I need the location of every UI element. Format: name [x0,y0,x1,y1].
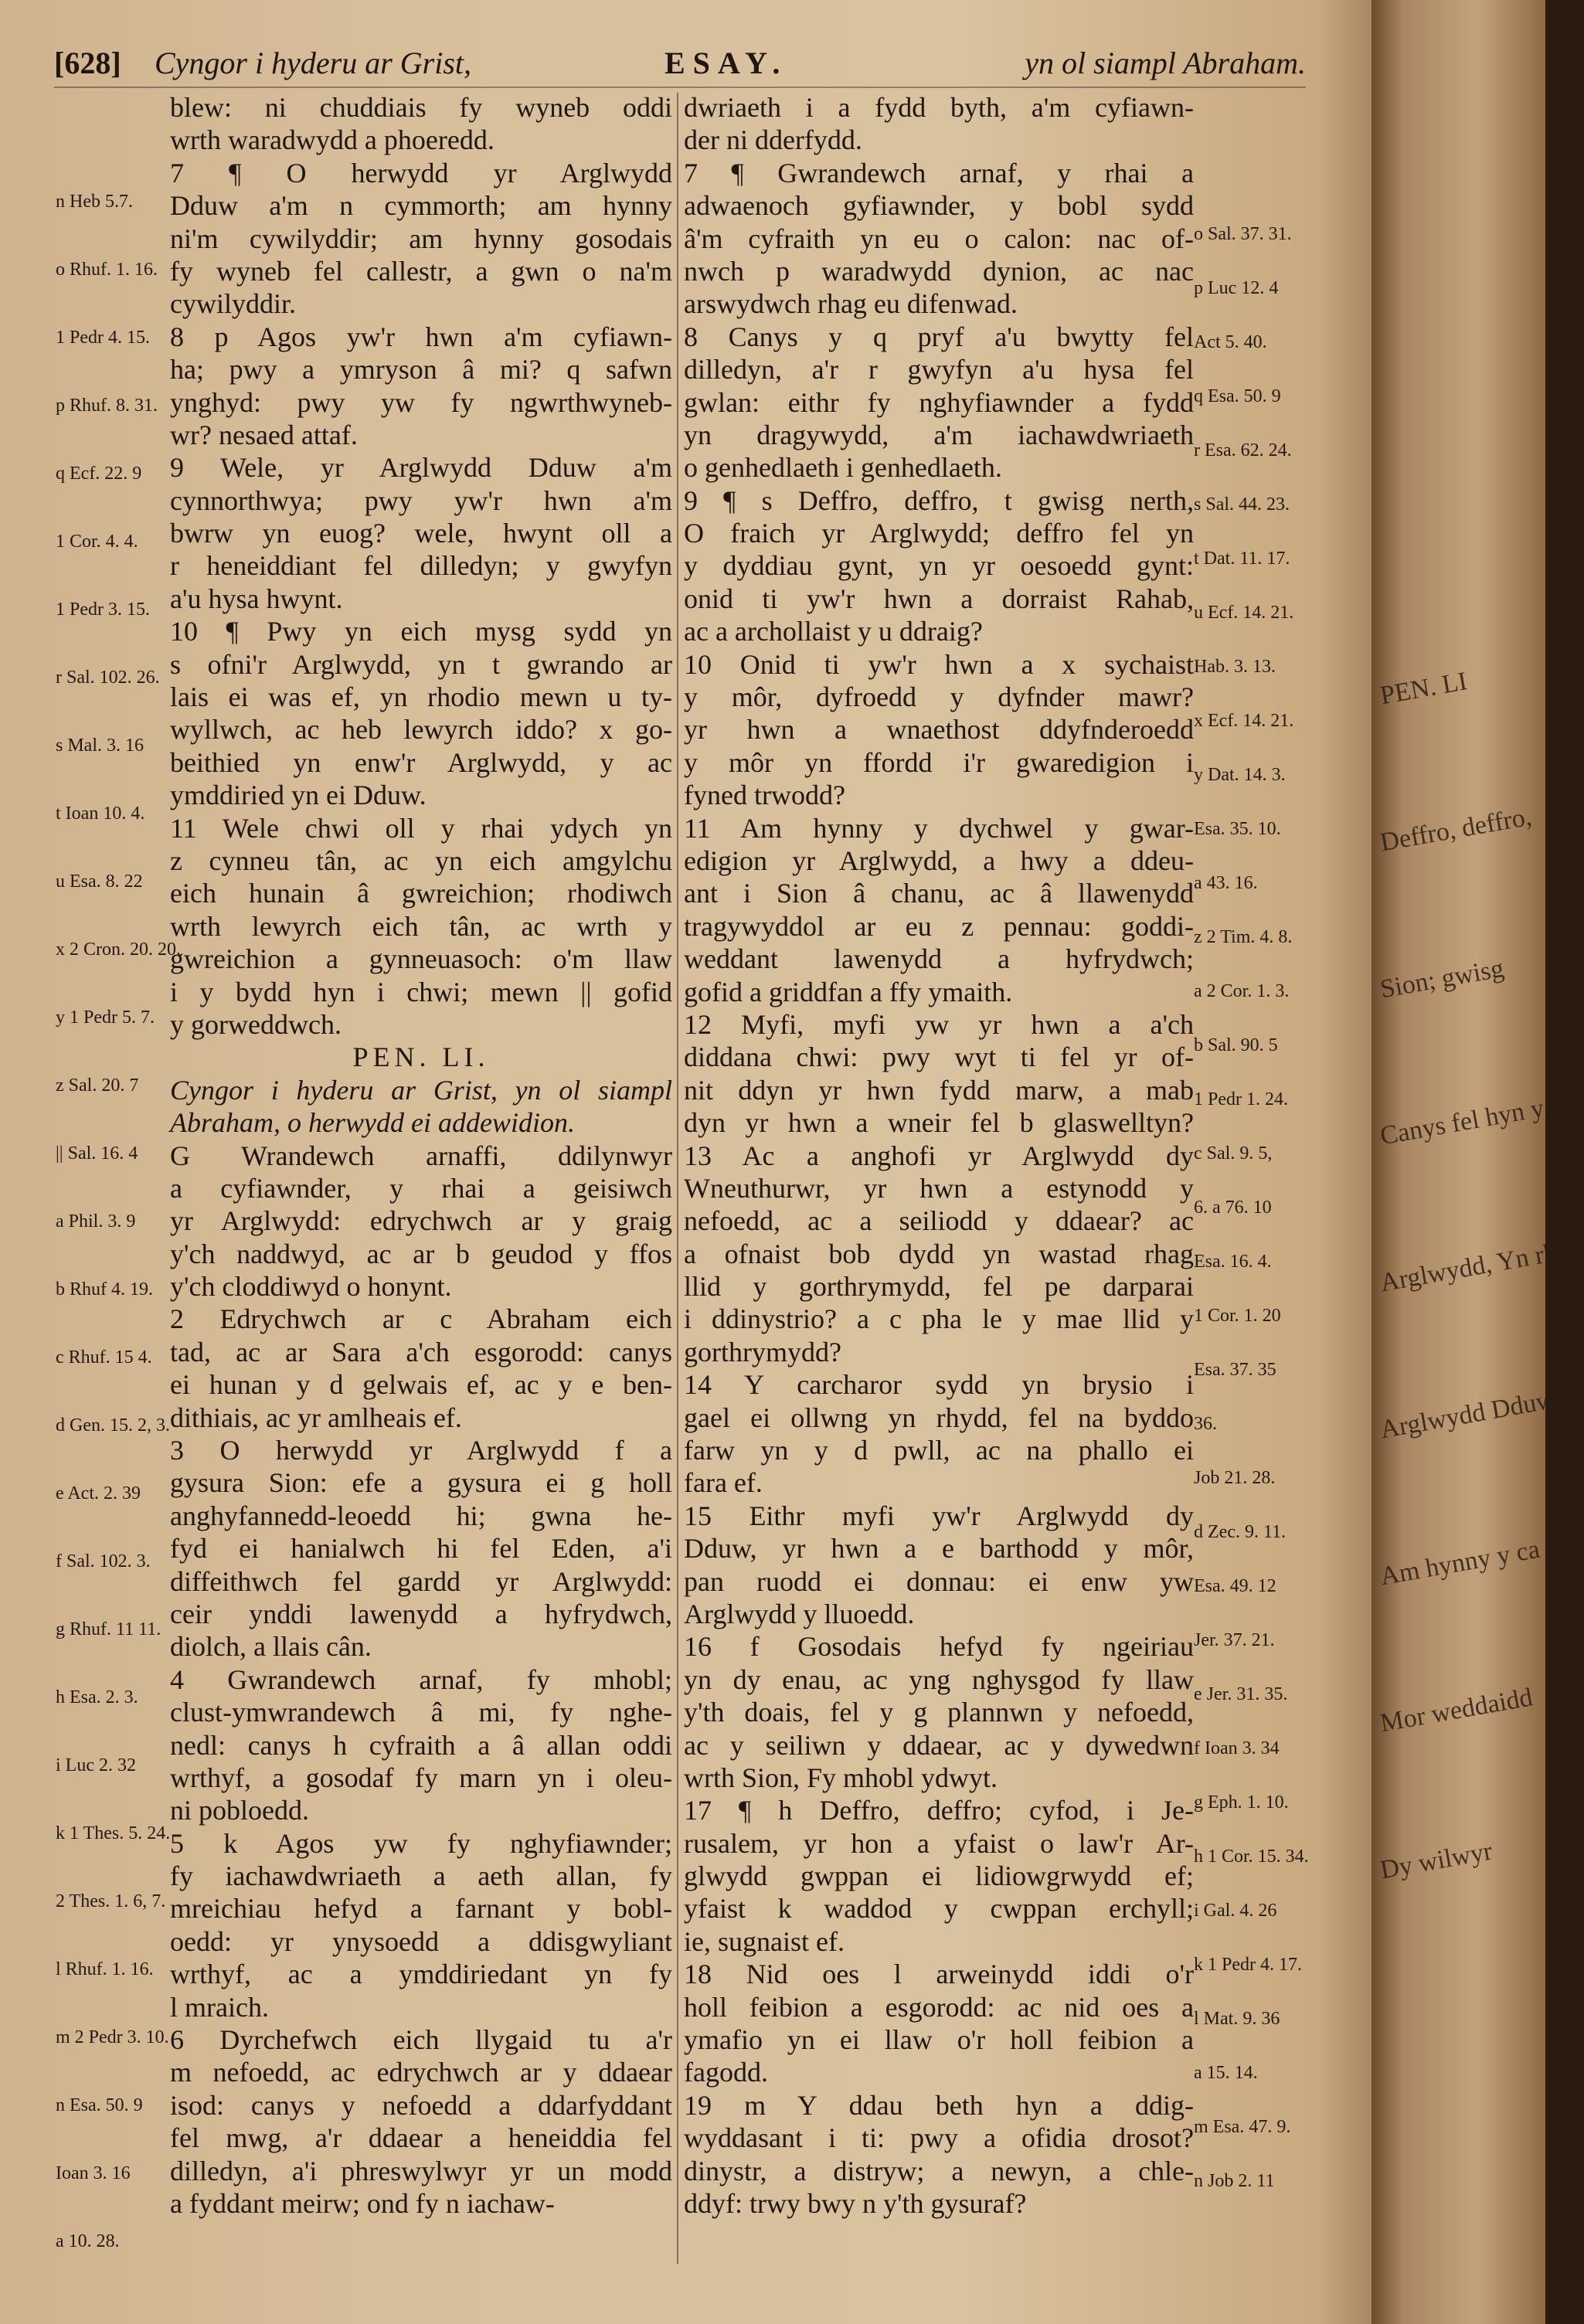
text-line: yr Arglwydd: edrychwch ar y graig [170,1205,672,1237]
text-line: O fraich yr Arglwydd; deffro fel yn [684,518,1194,549]
margin-note: c Sal. 9. 5, [1194,1143,1273,1164]
margin-note: y Dat. 14. 3. [1194,765,1286,785]
margin-note: x Ecf. 14. 21. [1194,711,1294,731]
text-line: ddyf: trwy bwy n y'th gysuraf? [684,2188,1027,2219]
margin-note: l Mat. 9. 36 [1194,2009,1280,2029]
margin-note: z Sal. 20. 7 [56,1075,139,1096]
text-line: ie, sugnaist ef. [684,1925,845,1957]
facing-page-fragment: Dy wilwyr [1378,1836,1495,1885]
text-line: wrth waradwydd a phoeredd. [170,124,495,156]
margin-note: o Rhuf. 1. 16. [56,260,158,280]
text-line: adwaenoch gyfiawnder, y bobl sydd [684,190,1194,222]
text-line: ac y seiliwn y ddaear, ac y dywedwn [684,1729,1194,1761]
text-line: llid y gorthrymydd, fel pe darparai [684,1271,1194,1303]
text-line: fyd ei hanialwch hi fel Eden, a'i [170,1533,672,1565]
text-line: pan ruodd ei donnau: ei enw yw [684,1565,1194,1597]
text-line: r heneiddiant fel dilledyn; y gwyfyn [170,550,672,582]
text-line: fyned trwodd? [684,780,845,811]
text-line: gofid a griddfan a ffy ymaith. [684,976,1013,1007]
text-line: dithiais, ac yr amlheais ef. [170,1402,462,1433]
text-line: ni'm cywilyddir; am hynny gosodais [170,223,672,254]
text-line: fel mwg, a'r ddaear a heneiddia fel [170,2122,672,2154]
column-divider [677,93,678,2264]
text-line: bwrw yn euog? wele, hwynt oll a [170,518,672,549]
margin-note: i Gal. 4. 26 [1194,1901,1277,1921]
text-line: edigion yr Arglwydd, a hwy a ddeu- [684,844,1194,876]
text-line: 7 ¶ O herwydd yr Arglwydd [170,157,672,189]
text-line: lais ei was ef, yn rhodio mewn u ty- [170,681,672,713]
text-line: s ofni'r Arglwydd, yn t gwrando ar [170,648,672,680]
text-line: 8 Canys y q pryf a'u bwytty fel [684,321,1194,352]
text-line: dilledyn, a'i phreswylwyr yr un modd [170,2155,672,2186]
margin-note: z 2 Tim. 4. 8. [1194,927,1293,947]
text-line: PEN. LI. [352,1041,490,1073]
text-line: y môr, dyfroedd y dyfnder mawr? [684,681,1194,713]
margin-note: Ioan 3. 16 [56,2163,131,2183]
text-line: tragywyddol ar eu z pennau: goddi- [684,910,1194,942]
facing-page-fragment: Sion; gwisg [1378,953,1507,1004]
text-line: y'ch cloddiwyd o honynt. [170,1271,452,1303]
text-line: y gorweddwch. [170,1008,342,1040]
text-line: 16 f Gosodais hefyd fy ngeiriau [684,1631,1194,1663]
text-line: anghyfannedd-leoedd hi; gwna he- [170,1500,672,1531]
margin-note: o Sal. 37. 31. [1194,224,1292,244]
text-line: yfaist k waddod y cwppan erchyll; [684,1893,1194,1925]
facing-page-fragment: Canys fel hyn y [1378,1093,1547,1151]
margin-note: p Luc 12. 4 [1194,278,1279,298]
margin-note: g Eph. 1. 10. [1194,1792,1289,1813]
text-line: 9 ¶ s Deffro, deffro, t gwisg nerth, [684,484,1194,516]
text-line: wrth Sion, Fy mhobl ydwyt. [684,1762,998,1793]
text-line: ynghyd: pwy yw fy ngwrthwyneb- [170,386,672,418]
text-line: Abraham, o herwydd ei addewidion. [170,1107,575,1139]
text-line: arswydwch rhag eu difenwad. [684,288,1018,320]
margin-note: d Zec. 9. 11. [1194,1522,1287,1542]
margin-note: 2 Thes. 1. 6, 7. [56,1891,166,1911]
text-line: clust-ymwrandewch â mi, fy nghe- [170,1697,672,1728]
margin-note: Hab. 3. 13. [1194,657,1276,677]
margin-note: d Gen. 15. 2, 3. [56,1415,170,1436]
text-line: mreichiau hefyd a farnant y bobl- [170,1893,672,1925]
text-line: ant i Sion â chanu, ac â llawenydd [684,878,1194,909]
running-head-right: yn ol siampl Abraham. [1025,46,1306,80]
text-line: Wneuthurwr, yr hwn a estynodd y [684,1172,1194,1204]
text-line: Dduw, yr hwn a e barthodd y môr, [684,1533,1194,1565]
margin-note: Act 5. 40. [1194,332,1267,352]
margin-note: h Esa. 2. 3. [56,1687,138,1707]
margin-note: m Esa. 47. 9. [1194,2117,1291,2137]
text-line: gwreichion a gynneuasoch: o'm llaw [170,943,672,975]
text-line: holl feibion a esgorodd: ac nid oes a [684,1991,1194,2023]
text-line: i y bydd hyn i chwi; mewn || gofid [170,976,672,1007]
margin-note: s Mal. 3. 16 [56,736,144,756]
text-line: y môr yn ffordd i'r gwaredigion i [684,746,1194,778]
margin-note: Job 21. 28. [1194,1468,1276,1488]
running-head [54,45,1306,83]
margin-note: i Luc 2. 32 [56,1755,136,1775]
margin-note: k 1 Thes. 5. 24. [56,1823,171,1843]
text-line: beithied yn enw'r Arglwydd, y ac [170,746,672,778]
margin-note: x 2 Cron. 20. 20. [56,939,181,960]
text-line: a'u hysa hwynt. [170,583,343,614]
text-line: wrthyf, ac a ymddiriedant yn fy [170,1959,672,1990]
text-line: cywilyddir. [170,288,296,320]
text-line: fy iachawdwriaeth a aeth allan, fy [170,1860,672,1892]
text-line: 13 Ac a anghofi yr Arglwydd dy [684,1140,1194,1171]
right-column [684,91,1194,2220]
margin-note: f Ioan 3. 34 [1194,1738,1280,1758]
book-title: ESAY. [665,46,788,80]
margin-note: Esa. 35. 10. [1194,819,1281,839]
margin-note: l Rhuf. 1. 16. [56,1959,154,1979]
margin-note: y 1 Pedr 5. 7. [56,1007,155,1028]
margin-note: b Sal. 90. 5 [1194,1035,1278,1055]
facing-page-fragment: Mor weddaidd [1378,1683,1535,1738]
text-line: ymddiried yn ei Dduw. [170,780,427,811]
margin-note: n Job 2. 11 [1194,2171,1275,2191]
margin-note: u Ecf. 14. 21. [1194,603,1294,623]
margin-note: Esa. 16. 4. [1194,1252,1272,1272]
text-line: 6 Dyrchefwch eich llygaid tu a'r [170,2024,672,2056]
text-line: Arglwydd y lluoedd. [684,1598,915,1629]
margin-note: t Dat. 11. 17. [1194,549,1290,569]
text-line: a cyfiawnder, y rhai a geisiwch [170,1172,672,1204]
text-line: dinystr, a distryw; a newyn, a chle- [684,2155,1194,2186]
text-line: diddana chwi: pwy wyt ti fel yr of- [684,1041,1194,1073]
text-line: â'm cyfraith yn eu o calon: nac of- [684,223,1194,254]
text-line: 7 ¶ Gwrandewch arnaf, y rhai a [684,157,1194,189]
margin-note: 1 Pedr 3. 15. [56,600,150,620]
text-line: yr hwn a wnaethost ddyfnderoedd [684,714,1194,746]
text-line: 18 Nid oes l arweinydd iddi o'r [684,1959,1194,1990]
text-line: glwydd gwppan ei lidiowgrwydd ef; [684,1860,1194,1892]
text-line: nefoedd, ac a seiliodd y ddaear? ac [684,1205,1194,1237]
margin-note: 1 Cor. 4. 4. [56,532,138,552]
text-line: 10 Onid ti yw'r hwn a x sychaist [684,648,1194,680]
text-line: gael ei ollwng yn rhydd, fel na byddo [684,1402,1194,1433]
margin-note: a Phil. 3. 9 [56,1211,136,1232]
text-line: nedl: canys h cyfraith a â allan oddi [170,1729,672,1761]
text-line: gysura Sion: efe a gysura ei g holl [170,1467,672,1499]
text-line: yn dy enau, ac yng nghysgod fy llaw [684,1663,1194,1695]
text-line: 12 Myfi, myfi yw yr hwn a a'ch [684,1008,1194,1040]
margin-note: q Esa. 50. 9 [1194,386,1281,406]
text-line: 10 ¶ Pwy yn eich mysg sydd yn [170,616,672,647]
text-line: 9 Wele, yr Arglwydd Dduw a'm [170,452,672,484]
text-line: y dyddiau gynt, yn yr oesoedd gynt: [684,550,1194,582]
text-line: m nefoedd, ac edrychwch ar y ddaear [170,2057,672,2088]
margin-note: n Heb 5.7. [56,192,133,212]
text-line: y'th doais, fel y g plannwn y nefoedd, [684,1697,1194,1728]
margin-note: Esa. 37. 35 [1194,1360,1276,1380]
text-line: dwriaeth i a fydd byth, a'm cyfiawn- [684,92,1194,123]
margin-note: 1 Cor. 1. 20 [1194,1306,1281,1326]
text-line: nwch p waradwydd dynion, ac nac [684,255,1194,287]
text-line: o genhedlaeth i genhedlaeth. [684,452,1002,484]
text-line: dilledyn, a'r r gwyfyn a'u hysa fel [684,354,1194,386]
text-line: fy wyneb fel callestr, a gwn o na'm [170,255,672,287]
margin-note: q Ecf. 22. 9 [56,464,142,484]
text-line: 2 Edrychwch ar c Abraham eich [170,1303,672,1335]
margin-note: Esa. 49. 12 [1194,1576,1276,1596]
page-number: [628] [54,46,121,80]
margin-note: k 1 Pedr 4. 17. [1194,1955,1302,1975]
text-line: 17 ¶ h Deffro, deffro; cyfod, i Je- [684,1795,1194,1826]
text-line: ei hunan y d gelwais ef, ac y e ben- [170,1369,672,1401]
text-line: a fyddant meirw; ond fy n iachaw- [170,2188,555,2219]
text-line: farw yn y d pwll, ac na phallo ei [684,1435,1194,1466]
text-line: ni pobloedd. [170,1795,309,1826]
text-line: ceir ynddi lawenydd a hyfrydwch, [170,1598,672,1629]
facing-page-fragment: Arglwydd Dduw, [1378,1385,1562,1445]
margin-note: e Act. 2. 39 [56,1483,141,1503]
text-line: z cynneu tân, ac yn eich amgylchu [170,844,672,876]
text-line: fara ef. [684,1467,763,1499]
text-line: ymafio yn ei llaw o'r holl feibion a [684,2024,1194,2056]
text-line: wyllwch, ac heb lewyrch iddo? x go- [170,714,672,746]
text-line: isod: canys y nefoedd a ddarfyddant [170,2089,672,2121]
text-line: Dduw a'm n cymmorth; am hynny [170,190,672,222]
text-line: nit ddyn yr hwn fydd marw, a mab [684,1074,1194,1106]
text-line: gwlan: eithr fy nghyfiawnder a fydd [684,386,1194,418]
margin-note: 6. a 76. 10 [1194,1198,1272,1218]
text-line: y'ch naddwyd, ac ar b geudod y ffos [170,1238,672,1269]
text-line: Cyngor i hyderu ar Grist, yn ol siampl [170,1074,672,1106]
text-line: blew: ni chuddiais fy wyneb oddi [170,92,672,123]
text-line: 8 p Agos yw'r hwn a'm cyfiawn- [170,321,672,352]
text-line: i ddinystrio? a c pha le y mae llid y [684,1303,1194,1335]
text-line: diolch, a llais cân. [170,1631,372,1663]
text-line: 3 O herwydd yr Arglwydd f a [170,1435,672,1466]
text-line: 15 Eithr myfi yw'r Arglwydd dy [684,1500,1194,1531]
text-line: dyn yr hwn a wneir fel b glaswelltyn? [684,1107,1194,1139]
facing-page-edge [1372,0,1584,2324]
text-line: yn dragywydd, a'm iachawdwriaeth [684,419,1194,450]
text-line: oedd: yr ynysoedd a ddisgwyliant [170,1925,672,1957]
margin-note: e Jer. 31. 35. [1194,1684,1288,1704]
text-line: 19 m Y ddau beth hyn a ddig- [684,2089,1194,2121]
margin-note: m 2 Pedr 3. 10. [56,2027,169,2047]
margin-note: r Sal. 102. 26. [56,668,160,688]
text-line: wr? nesaed attaf. [170,419,358,450]
text-line: ha; pwy a ymryson â mi? q safwn [170,354,672,386]
margin-note: f Sal. 102. 3. [56,1551,151,1571]
text-line: l mraich. [170,1991,269,2023]
margin-note: 36. [1194,1414,1217,1434]
facing-page-fragment: PEN. LI [1378,667,1470,711]
text-line: 4 Gwrandewch arnaf, fy mhobl; [170,1663,672,1695]
text-line: weddant lawenydd a hyfrydwch; [684,943,1194,975]
margin-note: b Rhuf 4. 19. [56,1279,153,1300]
text-line: onid ti yw'r hwn a dorraist Rahab, [684,583,1194,614]
text-line: wrthyf, a gosodaf fy marn yn i oleu- [170,1762,672,1793]
margin-note: n Esa. 50. 9 [56,2095,143,2115]
margin-note: a 15. 14. [1194,2063,1258,2083]
margin-note: 1 Pedr 4. 15. [56,328,150,348]
margin-note: p Rhuf. 8. 31. [56,396,158,416]
text-line: tad, ac ar Sara a'ch esgorodd: canys [170,1336,672,1368]
margin-note: a 10. 28. [56,2231,120,2251]
text-line: cynnorthwya; pwy yw'r hwn a'm [170,484,672,516]
margin-note: h 1 Cor. 15. 34. [1194,1847,1309,1867]
left-column [170,91,672,2220]
text-line: a ofnaist bob dydd yn wastad rhag [684,1238,1194,1269]
text-line: der ni dderfydd. [684,124,862,156]
facing-page-fragment: Deffro, deffro, [1378,802,1534,858]
margin-note: s Sal. 44. 23. [1194,494,1290,515]
margin-note: 1 Pedr 1. 24. [1194,1089,1288,1109]
margin-note: Jer. 37. 21. [1194,1630,1275,1650]
facing-page-fragment: Am hynny y ca [1378,1534,1542,1592]
margin-note: t Ioan 10. 4. [56,804,145,824]
text-line: rusalem, yr hon a yfaist o law'r Ar- [684,1827,1194,1859]
text-line: diffeithwch fel gardd yr Arglwydd: [170,1565,672,1597]
margin-note: a 2 Cor. 1. 3. [1194,981,1290,1001]
facing-page-fragment: Arglwydd, Yn rhad [1378,1234,1584,1298]
text-line: 5 k Agos yw fy nghyfiawnder; [170,1827,672,1859]
margin-note: || Sal. 16. 4 [56,1143,138,1164]
margin-note: g Rhuf. 11 11. [56,1619,161,1639]
text-line: G Wrandewch arnaffi, ddilynwyr [170,1140,672,1171]
margin-note: a 43. 16. [1194,873,1258,893]
margin-note: u Esa. 8. 22 [56,872,143,892]
text-line: eich hunain â gwreichion; rhodiwch [170,878,672,909]
text-line: gorthrymydd? [684,1336,841,1368]
text-line: ac a archollaist y u ddraig? [684,616,983,647]
margin-note: c Rhuf. 15 4. [56,1347,152,1368]
text-line: wyddasant i ti: pwy a ofidia drosot? [684,2122,1194,2154]
running-head-left: Cyngor i hyderu ar Grist, [155,46,471,80]
text-line: 11 Wele chwi oll y rhai ydych yn [170,812,672,844]
text-line: 11 Am hynny y dychwel y gwar- [684,812,1194,844]
text-line: 14 Y carcharor sydd yn brysio i [684,1369,1194,1401]
text-line: fagodd. [684,2057,768,2088]
text-line: wrth lewyrch eich tân, ac wrth y [170,910,672,942]
header-rule [54,87,1306,88]
margin-note: r Esa. 62. 24. [1194,440,1292,460]
